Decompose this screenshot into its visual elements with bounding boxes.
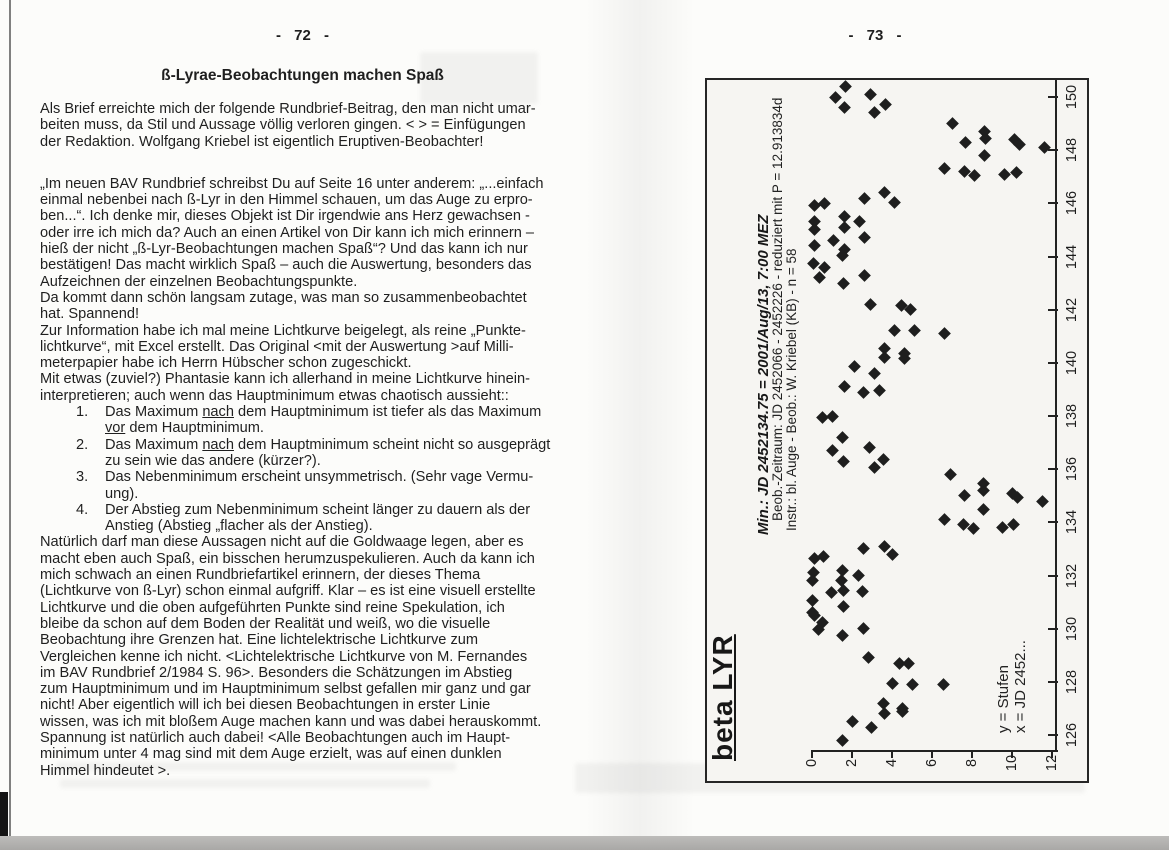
text-segment: Zur Information habe ich mal meine Lichtkurve beigelegt, als reine „Punkte-	[40, 322, 526, 339]
text-segment: ben...“. Ich denke mir, dieses Objekt ist Dir irgendwie ans Herz gewachsen -	[40, 208, 530, 225]
text-segment: zu sein wie das andere (kürzer?).	[105, 452, 321, 469]
text-line	[40, 567, 580, 583]
data-point	[838, 101, 851, 114]
data-point	[837, 584, 850, 597]
text-line	[40, 371, 580, 387]
text-segment: im BAV Rundbrief 2/1984 S. 96>. Besonders die Schätzungen im Abstieg	[40, 664, 513, 681]
data-point	[829, 91, 842, 104]
data-point	[838, 380, 851, 393]
list-item-line	[40, 404, 580, 420]
data-point	[852, 569, 865, 582]
text-line	[40, 649, 580, 665]
data-point	[878, 186, 891, 199]
jd-tick-label: 150	[1064, 84, 1080, 110]
jd-axis-tick	[1048, 149, 1058, 151]
text-line	[40, 714, 580, 730]
text-segment: wissen, was ich mit bloßem Auge machen kann und was dabei herauskommt.	[40, 713, 542, 730]
stufen-tick-label: 2	[844, 758, 860, 768]
underlined-word: nach	[202, 404, 234, 421]
text-segment: einmal nebenbei nach ß-Lyr in den Himmel schauen, um das Auge zu erpro-	[40, 192, 533, 209]
data-point	[959, 136, 972, 149]
data-point	[836, 629, 849, 642]
data-point	[977, 484, 990, 497]
data-point	[878, 707, 891, 720]
figure-annotation-period: Beob.-Zeitraum: JD 2452066 - 2452226 - reduziert mit P = 12.913834d	[770, 97, 785, 521]
data-point	[868, 367, 881, 380]
underlined-word: vor	[105, 420, 126, 437]
data-point	[944, 468, 957, 481]
text-line	[40, 257, 580, 273]
data-point	[853, 216, 866, 229]
jd-tick-label: 136	[1064, 457, 1080, 482]
article-body	[40, 101, 580, 779]
data-point	[906, 678, 919, 691]
text-line	[40, 101, 580, 117]
text-segment: Beobachtung ihre Grenzen hat. Eine lichtelektrische Lichtkurve zum	[40, 632, 479, 649]
text-segment: hieß der nicht „ß-Lyr-Beobachtungen machen Spaß“? Und das kann ich nur	[40, 241, 528, 258]
data-point	[839, 80, 852, 93]
text-segment: ung).	[105, 485, 139, 502]
list-item-line	[40, 469, 580, 485]
stufen-tick-label: 12	[1044, 754, 1060, 772]
axis-legend-rotated	[995, 80, 1029, 781]
text-segment: meterpapier habe ich Herrn Hübscher schon zugeschickt.	[40, 355, 412, 372]
data-point	[825, 586, 838, 599]
jd-tick-label: 126	[1064, 722, 1080, 748]
jd-axis-tick	[1048, 734, 1058, 736]
data-point	[958, 489, 971, 502]
jd-axis-tick	[1048, 521, 1058, 523]
figure-annotation-instrument: Instr.: bl. Auge - Beob.: W. Kriebel (KB) - n = 58	[784, 248, 799, 531]
text-line	[40, 600, 580, 616]
jd-tick-label: 144	[1064, 244, 1080, 269]
text-segment: nicht! Aber eigentlich will ich bei diesen Beobachtungen in erster Linie	[40, 697, 491, 714]
jd-tick-label: 134	[1064, 510, 1080, 535]
text-line	[40, 339, 580, 355]
data-point	[817, 551, 830, 564]
text-line	[40, 225, 580, 241]
stufen-tick-label: 8	[964, 758, 980, 768]
data-point	[836, 431, 849, 444]
data-point	[886, 677, 899, 690]
data-point	[865, 721, 878, 734]
article-heading: ß-Lyrae-Beobachtungen machen Spaß	[161, 67, 444, 84]
y-axis-legend: y = Stufen	[995, 665, 1012, 733]
data-point	[878, 351, 891, 364]
text-line	[40, 681, 580, 697]
text-segment: Mit etwas (zuviel?) Phantasie kann ich allerhand in meine Lichtkurve hinein-	[40, 371, 530, 388]
jd-axis-tick	[1048, 309, 1058, 311]
scan-left-edge	[9, 0, 11, 850]
text-segment: Lichtkurve und die oben aufgeführten Punkte sind reine Spekulation, ich	[40, 599, 505, 616]
text-line	[40, 134, 580, 150]
list-item-line	[40, 502, 580, 518]
text-segment: Das Nebenminimum erscheint unsymmetrisch. (Sehr vage Vermu-	[105, 469, 534, 486]
jd-axis-tick	[1048, 575, 1058, 577]
data-point	[837, 277, 850, 290]
text-line	[40, 274, 580, 290]
data-point	[818, 197, 831, 210]
jd-axis-tick	[1048, 256, 1058, 258]
data-point	[826, 444, 839, 457]
data-point	[837, 600, 850, 613]
text-line	[40, 290, 580, 306]
stufen-tick-label: 4	[884, 758, 900, 768]
text-segment: mich schwach an einen Rundbriefartikel erinnern, der dieses Thema	[40, 567, 481, 584]
text-segment: Das Maximum	[105, 404, 203, 421]
data-point	[1036, 495, 1049, 508]
data-point	[857, 622, 870, 635]
list-item-line	[40, 437, 580, 453]
text-segment: dem Hauptminimum ist tiefer als das Maximum	[233, 404, 542, 421]
scan-bottom-shadow	[0, 836, 1169, 850]
text-line	[40, 697, 580, 713]
list-number: 3.	[76, 469, 89, 486]
data-point	[857, 543, 870, 556]
data-point	[879, 99, 892, 112]
stufen-tick-label: 0	[804, 758, 820, 768]
text-segment: dem Hauptminimum.	[125, 420, 264, 437]
data-point	[938, 513, 951, 526]
text-segment: bleibe da schon auf dem Boden der Realität und weiß, wo die visuelle	[40, 615, 491, 632]
jd-axis-tick	[1048, 628, 1058, 630]
data-point	[873, 384, 886, 397]
text-line	[40, 486, 580, 502]
data-point	[848, 360, 861, 373]
jd-tick-label: 138	[1064, 403, 1080, 429]
text-segment: minimum unter 4 mag sind mit dem Auge erzielt, was auf einen dunklen	[40, 746, 502, 763]
text-segment: Anstieg (Abstieg „flacher als der Anstieg).	[105, 518, 373, 535]
text-segment: hat. Spannend!	[40, 306, 139, 323]
figure-title	[707, 80, 739, 781]
stufen-tick-label: 6	[924, 758, 940, 768]
text-line	[40, 453, 580, 469]
underlined-word: nach	[202, 436, 234, 453]
figure-annotation-min: Min.: JD 2452134.75 = 2001/Aug/13, 7:00 MEZ	[755, 214, 772, 535]
text-line	[40, 583, 580, 599]
text-line	[40, 355, 580, 371]
jd-tick-label: 146	[1064, 191, 1080, 216]
data-point	[938, 162, 951, 175]
text-line	[40, 632, 580, 648]
data-point	[858, 232, 871, 245]
data-point	[846, 715, 859, 728]
paragraph-gap	[40, 150, 580, 176]
jd-axis-tick	[1048, 96, 1058, 98]
figure-header-rotated	[707, 80, 799, 781]
jd-axis-tick	[1048, 362, 1058, 364]
data-point	[937, 678, 950, 691]
jd-axis-tick	[1048, 415, 1058, 417]
text-segment: „Im neuen BAV Rundbrief schreibst Du auf Seite 16 unter anderem: „...einfach	[40, 175, 544, 192]
jd-tick-label: 132	[1064, 563, 1080, 588]
text-segment: Da kommt dann schön langsam zutage, was man so zusammenbeobachtet	[40, 289, 527, 306]
text-segment: bestätigen! Das macht wirklich Spaß – auch die Auswertung, besonders das	[40, 257, 532, 274]
jd-axis-tick	[1048, 468, 1058, 470]
text-segment: dem Hauptminimum scheint nicht so ausgeprägt	[233, 436, 551, 453]
jd-tick-label: 128	[1064, 669, 1080, 694]
text-line	[40, 616, 580, 632]
text-line	[40, 388, 580, 404]
text-line	[40, 176, 580, 192]
page-number-73: - 73 -	[848, 27, 902, 44]
jd-tick-label: 142	[1064, 297, 1080, 322]
text-segment: Aufzeichnen der einzelnen Beobachtungspunkte.	[40, 273, 358, 290]
text-segment: Spannung ist natürlich auch dabei! <Alle Beobachtungen auch im Haupt-	[40, 729, 511, 746]
text-segment: Als Brief erreichte mich der folgende Rundbrief-Beitrag, den man nicht umar-	[40, 101, 536, 117]
list-number: 4.	[76, 501, 89, 518]
text-segment: Himmel hindeutet >.	[40, 762, 171, 779]
text-segment: lichtkurve“, mit Excel erstellt. Das Original <mit der Auswertung >auf Milli-	[40, 338, 514, 355]
data-point	[827, 234, 840, 247]
data-point	[888, 196, 901, 209]
data-point	[978, 149, 991, 162]
data-point	[888, 325, 901, 338]
data-point	[808, 224, 821, 237]
page-gutter-shadow	[585, 0, 695, 850]
data-point	[808, 239, 821, 252]
page-number-72: - 72 -	[275, 27, 329, 44]
text-line	[40, 665, 580, 681]
data-point	[864, 88, 877, 101]
jd-axis-tick	[1048, 681, 1058, 683]
lightcurve-figure	[705, 78, 1089, 783]
text-segment: macht eben auch Spaß, ein bisschen herumzuspekulieren. Auch da kann ich	[40, 550, 535, 567]
data-point	[868, 461, 881, 474]
figure-title-text: beta LYR	[707, 634, 738, 761]
data-point	[857, 386, 870, 399]
text-line	[40, 518, 580, 534]
jd-axis-tick	[1048, 202, 1058, 204]
text-segment: beiten muss, da Stil und Aussage völlig verloren gingen. < > = Einfügungen	[40, 117, 526, 134]
bleedthrough-smudge	[60, 779, 430, 788]
data-point	[868, 107, 881, 120]
text-segment: zum Hauptminimum und im Hauptminimum selbst gefallen mir ganz und gar	[40, 681, 531, 698]
data-point	[826, 410, 839, 423]
stufen-tick-label: 10	[1004, 754, 1020, 772]
jd-tick-label: 148	[1064, 138, 1080, 163]
data-point	[864, 298, 877, 311]
text-line	[40, 192, 580, 208]
list-number: 2.	[76, 436, 89, 453]
text-segment: Vergleichen kenne ich nicht. <Lichtelektrische Lichtkurve von M. Fernandes	[40, 648, 528, 665]
data-point	[858, 269, 871, 282]
data-point	[838, 221, 851, 234]
x-axis-legend: x = JD 2452...	[1012, 640, 1029, 733]
text-segment: (Lichtkurve von ß-Lyr) schon einmal aufgriff. Klar – es ist eine visuell erstellte	[40, 583, 536, 600]
text-line	[40, 241, 580, 257]
data-point	[908, 325, 921, 338]
data-point	[946, 117, 959, 130]
text-line	[40, 551, 580, 567]
data-point	[806, 574, 819, 587]
data-point	[862, 652, 875, 665]
data-point	[938, 327, 951, 340]
data-point	[1038, 141, 1051, 154]
text-segment: Das Maximum	[105, 436, 203, 453]
text-line	[40, 420, 580, 436]
text-segment: oder irre ich mich da? Auch an einen Artikel von Dir kann ich mich erinnern –	[40, 224, 535, 241]
list-number: 1.	[76, 404, 89, 421]
data-point	[902, 657, 915, 670]
text-segment: Natürlich darf man diese Aussagen nicht auf die Goldwaage legen, aber es	[40, 534, 524, 551]
text-line	[40, 208, 580, 224]
text-line	[40, 730, 580, 746]
text-line	[40, 323, 580, 339]
text-segment: Der Abstieg zum Nebenminimum scheint länger zu dauern als der	[105, 501, 531, 518]
data-point	[863, 442, 876, 455]
text-segment: der Redaktion. Wolfgang Kriebel ist eigentlich Eruptiven-Beobachter!	[40, 133, 484, 150]
text-line	[40, 117, 580, 133]
data-point	[837, 455, 850, 468]
text-line	[40, 763, 580, 779]
data-point	[856, 585, 869, 598]
data-point	[977, 503, 990, 516]
text-line	[40, 746, 580, 762]
jd-tick-label: 140	[1064, 350, 1080, 375]
text-segment: interpretieren; auch wenn das Hauptminimum etwas chaotisch aussieht::	[40, 387, 509, 404]
jd-tick-label: 130	[1064, 616, 1080, 641]
text-line	[40, 306, 580, 322]
text-line	[40, 534, 580, 550]
data-point	[858, 192, 871, 205]
